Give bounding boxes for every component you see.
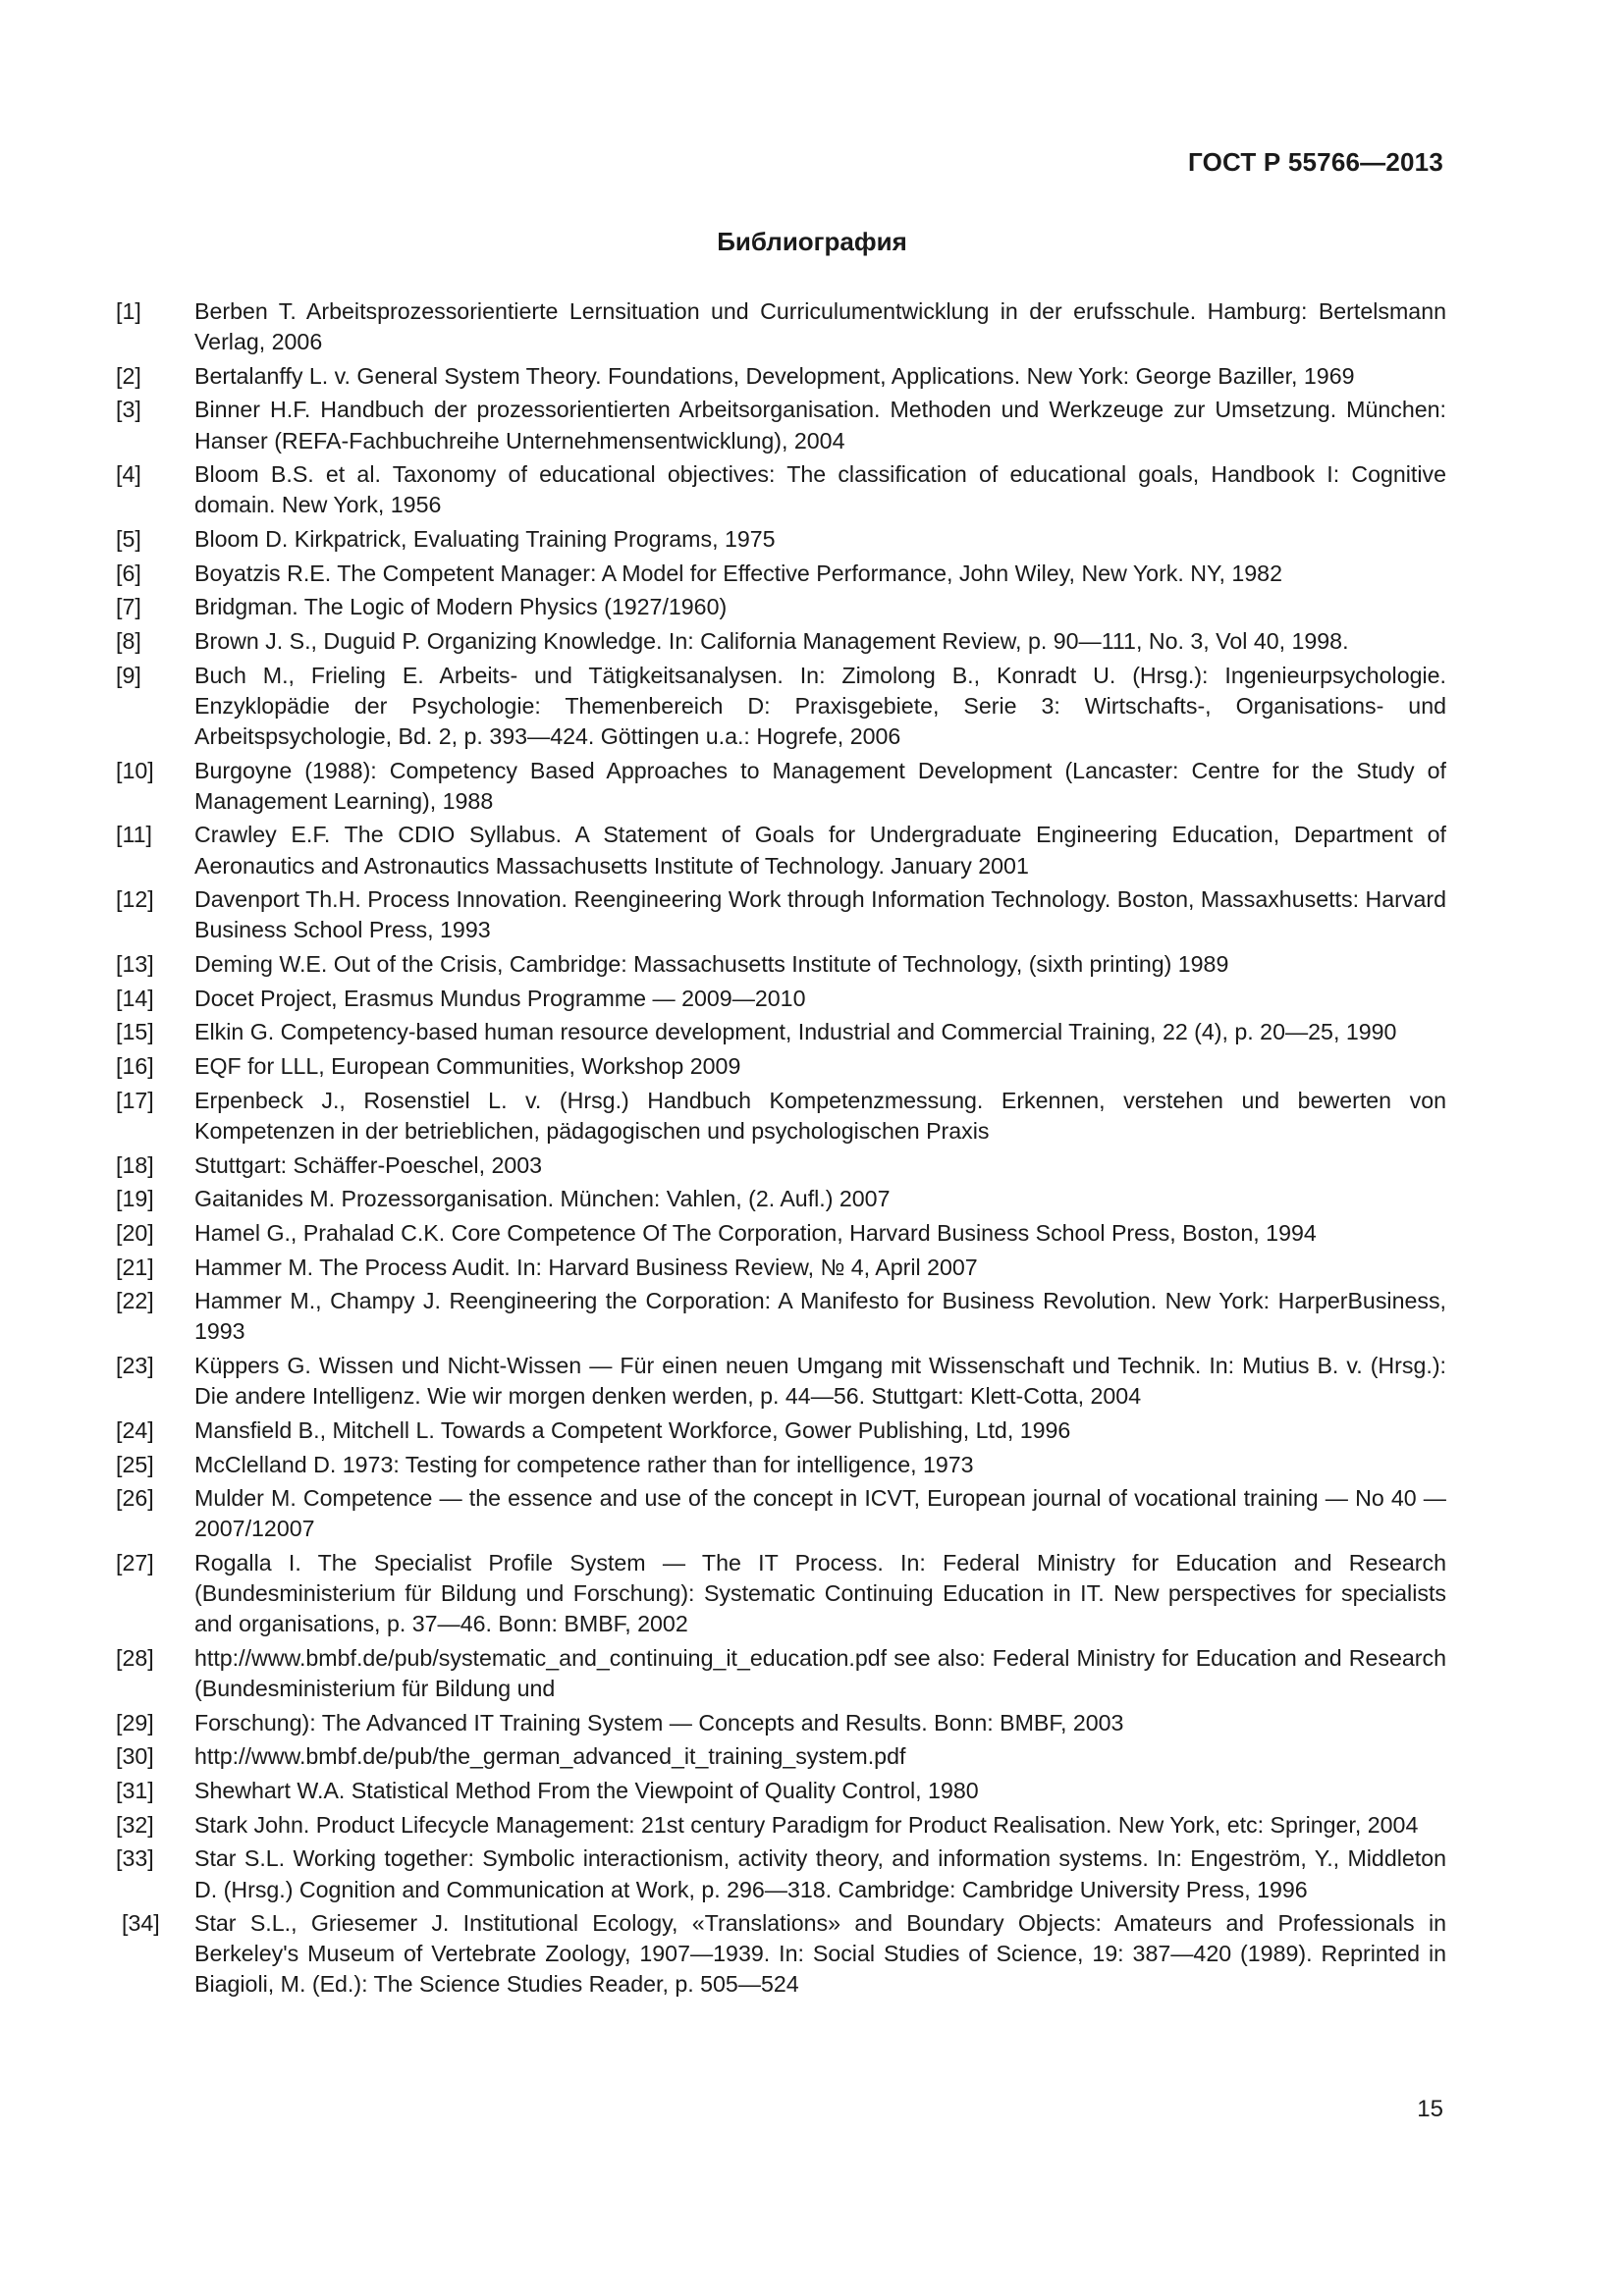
entry-text: Mansfield B., Mitchell L. Towards a Competent Workforce, Gower Publishing, Ltd, 1996 bbox=[194, 1416, 1071, 1443]
entry-text: Elkin G. Competency-based human resource development, Industrial and Commercial Training, 22 (4), p. 20—25, 1990 bbox=[194, 1019, 1397, 1045]
bibliography-entry bbox=[116, 1218, 1446, 1249]
entry-text: Hammer M. The Process Audit. In: Harvard Business Review, № 4, April 2007 bbox=[194, 1254, 978, 1280]
entry-number: [12] bbox=[116, 886, 154, 913]
entry-number: [30] bbox=[116, 1743, 154, 1770]
entry-text: http://www.bmbf.de/pub/systematic_and_continuing_it_education.pdf see also: Federal Ministry for Education and Research (Bundesministerium für Bildung und bbox=[194, 1644, 1446, 1701]
entry-text: Bloom B.S. et al. Taxonomy of educational objectives: The classification of educational goals, Handbook I: Cognitive domain. New York, 1956 bbox=[194, 461, 1446, 518]
entry-number: [34] bbox=[122, 1910, 160, 1937]
entry-text: Bloom D. Kirkpatrick, Evaluating Training Programs, 1975 bbox=[194, 526, 776, 553]
bibliography-entry bbox=[116, 1253, 1446, 1283]
bibliography-entry bbox=[116, 1708, 1446, 1738]
entry-number: [13] bbox=[116, 951, 154, 977]
entry-number: [29] bbox=[116, 1709, 154, 1735]
bibliography-entry bbox=[116, 1810, 1446, 1841]
bibliography-entry bbox=[116, 1150, 1446, 1181]
entry-number: [14] bbox=[116, 985, 154, 1011]
section-title: Библиография bbox=[717, 227, 907, 256]
entry-number: [17] bbox=[116, 1087, 154, 1113]
entry-number: [10] bbox=[116, 757, 154, 783]
bibliography-entry bbox=[116, 1450, 1446, 1480]
bibliography-entry bbox=[116, 1741, 1446, 1772]
entry-text: Shewhart W.A. Statistical Method From the Viewpoint of Quality Control, 1980 bbox=[194, 1778, 979, 1804]
entry-number: [8] bbox=[116, 628, 141, 655]
bibliography-entry bbox=[116, 949, 1446, 980]
entry-text: Hammer M., Champy J. Reengineering the Corporation: A Manifesto for Business Revolution. New York: HarperBusiness, 1993 bbox=[194, 1288, 1446, 1345]
entry-text: Binner H.F. Handbuch der prozessorientierten Arbeitsorganisation. Methoden und Werkzeuge zur Umsetzung. München: Hanser (REFA-Fachbuchreihe Unternehmensentwicklung), 2004 bbox=[194, 397, 1446, 454]
document-code: ГОСТ Р 55766—2013 bbox=[1188, 147, 1443, 177]
page-number: 15 bbox=[1417, 2096, 1443, 2122]
entry-number: [24] bbox=[116, 1416, 154, 1443]
bibliography-entry bbox=[116, 820, 1446, 881]
entry-number: [33] bbox=[116, 1845, 154, 1872]
bibliography-entry bbox=[116, 1843, 1446, 1904]
entry-number: [19] bbox=[116, 1186, 154, 1212]
entry-number: [9] bbox=[116, 662, 141, 688]
entry-number: [7] bbox=[116, 594, 141, 620]
bibliography-entry bbox=[116, 459, 1446, 520]
entry-text: Erpenbeck J., Rosenstiel L. v. (Hrsg.) Handbuch Kompetenzmessung. Erkennen, verstehen und bewerten von Kompetenzen in der betrieblichen, pädagogischen und psychologischen Praxis bbox=[194, 1087, 1446, 1144]
entry-text: Forschung): The Advanced IT Training System — Concepts and Results. Bonn: BMBF, 2003 bbox=[194, 1709, 1124, 1735]
entry-number: [31] bbox=[116, 1778, 154, 1804]
entry-text: http://www.bmbf.de/pub/the_german_advanced_it_training_system.pdf bbox=[194, 1743, 906, 1770]
bibliography-entry bbox=[116, 626, 1446, 657]
bibliography-entry bbox=[116, 592, 1446, 622]
entry-number: [21] bbox=[116, 1254, 154, 1280]
bibliography-entry bbox=[116, 1286, 1446, 1347]
entry-number: [25] bbox=[116, 1451, 154, 1477]
entry-number: [11] bbox=[116, 822, 152, 848]
bibliography-entry bbox=[116, 296, 1446, 357]
bibliography-entry bbox=[116, 1908, 1446, 2000]
entry-number: [16] bbox=[116, 1053, 154, 1080]
entry-text: Boyatzis R.E. The Competent Manager: A Model for Effective Performance, John Wiley, New York. NY, 1982 bbox=[194, 560, 1282, 586]
bibliography-entry bbox=[116, 884, 1446, 945]
entry-number: [1] bbox=[116, 298, 141, 324]
entry-text: Gaitanides M. Prozessorganisation. München: Vahlen, (2. Aufl.) 2007 bbox=[194, 1186, 891, 1212]
entry-text: Star S.L. Working together: Symbolic interactionism, activity theory, and information systems. In: Engeström, Y., Middleton D. (Hrsg.) Cognition and Communication at Work, p. 296—318. Cambridge: Cambridge University Press, 1996 bbox=[194, 1845, 1446, 1902]
entry-number: [28] bbox=[116, 1644, 154, 1671]
entry-number: [26] bbox=[116, 1485, 154, 1512]
bibliography-entry bbox=[116, 1483, 1446, 1544]
entry-text: Docet Project, Erasmus Mundus Programme — 2009—2010 bbox=[194, 985, 806, 1011]
entry-text: Buch M., Frieling E. Arbeits- und Tätigkeitsanalysen. In: Zimolong B., Konradt U. (Hrsg.): Ingenieurpsychologie. Enzyklopädie der Psychologie: Themenbereich D: Praxisgebiete, Serie 3: Wirtschafts-, Organisations- und Arbeitspsychologie, Bd. 2, p. 393—424. Göttingen u.a.: Hogrefe, 2006 bbox=[194, 662, 1446, 749]
bibliography-entry bbox=[116, 1415, 1446, 1446]
bibliography-entry bbox=[116, 1184, 1446, 1214]
entry-number: [18] bbox=[116, 1151, 154, 1178]
bibliography-entry bbox=[116, 756, 1446, 817]
entry-number: [4] bbox=[116, 461, 141, 488]
entry-text: Küppers G. Wissen und Nicht-Wissen — Für einen neuen Umgang mit Wissenschaft und Technik. In: Mutius B. v. (Hrsg.): Die andere Intelligenz. Wie wir morgen denken werden, p. 44—56. Stuttgart: Klett-Cotta, 2004 bbox=[194, 1353, 1446, 1410]
entry-number: [5] bbox=[116, 526, 141, 553]
bibliography-entry bbox=[116, 661, 1446, 752]
entry-number: [32] bbox=[116, 1811, 154, 1838]
entry-text: Stuttgart: Schäffer-Poeschel, 2003 bbox=[194, 1151, 543, 1178]
entry-number: [3] bbox=[116, 397, 141, 423]
entry-number: [23] bbox=[116, 1353, 154, 1379]
bibliography-entry bbox=[116, 1643, 1446, 1704]
entry-text: Crawley E.F. The CDIO Syllabus. A Statement of Goals for Undergraduate Engineering Education, Department of Aeronautics and Astronautics Massachusetts Institute of Technology. January 2001 bbox=[194, 822, 1446, 879]
entry-text: EQF for LLL, European Communities, Workshop 2009 bbox=[194, 1053, 741, 1080]
entry-text: Hamel G., Prahalad C.K. Core Competence Of The Corporation, Harvard Business School Press, Boston, 1994 bbox=[194, 1219, 1317, 1246]
bibliography-entry bbox=[116, 984, 1446, 1014]
bibliography-entry bbox=[116, 1351, 1446, 1412]
entry-text: Mulder M. Competence — the essence and use of the concept in ICVT, European journal of vocational training — No 40 — 2007/12007 bbox=[194, 1485, 1446, 1542]
entry-number: [27] bbox=[116, 1550, 154, 1575]
bibliography-entry bbox=[116, 361, 1446, 392]
entry-text: Bridgman. The Logic of Modern Physics (1927/1960) bbox=[194, 594, 728, 620]
bibliography-entry bbox=[116, 1548, 1446, 1639]
entry-text: Deming W.E. Out of the Crisis, Cambridge: Massachusetts Institute of Technology, (sixth printing) 1989 bbox=[194, 951, 1229, 977]
bibliography-entry bbox=[116, 524, 1446, 555]
entry-text: Burgoyne (1988): Competency Based Approaches to Management Development (Lancaster: Centre for the Study of Management Learning), 1988 bbox=[194, 757, 1446, 814]
bibliography-entry bbox=[116, 1017, 1446, 1047]
entry-text: Star S.L., Griesemer J. Institutional Ecology, «Translations» and Boundary Objects: Amateurs and Professionals in Berkeley's Museum of Vertebrate Zoology, 1907—1939. In: Social Studies of Science, 19: 387—420 (1989). Reprinted in Biagioli, M. (Ed.): The Science Studies Reader, p. 505—524 bbox=[194, 1910, 1446, 1998]
entry-text: McClelland D. 1973: Testing for competence rather than for intelligence, 1973 bbox=[194, 1451, 974, 1477]
entry-text: Brown J. S., Duguid P. Organizing Knowledge. In: California Management Review, p. 90—111, No. 3, Vol 40, 1998. bbox=[194, 628, 1349, 655]
bibliography-list bbox=[116, 296, 1446, 2003]
entry-text: Stark John. Product Lifecycle Management: 21st century Paradigm for Product Realisation. New York, etc: Springer, 2004 bbox=[194, 1811, 1419, 1838]
entry-number: [15] bbox=[116, 1019, 154, 1045]
entry-number: [20] bbox=[116, 1219, 154, 1246]
entry-text: Berben T. Arbeitsprozessorientierte Lernsituation und Curriculumentwicklung in der erufsschule. Hamburg: Bertelsmann Verlag, 2006 bbox=[194, 298, 1446, 355]
bibliography-entry bbox=[116, 1776, 1446, 1806]
bibliography-entry bbox=[116, 395, 1446, 455]
entry-text: Davenport Th.H. Process Innovation. Reengineering Work through Information Technology. Boston, Massaxhusetts: Harvard Business School Press, 1993 bbox=[194, 886, 1446, 943]
bibliography-entry bbox=[116, 1051, 1446, 1082]
entry-number: [6] bbox=[116, 560, 141, 586]
entry-number: [2] bbox=[116, 362, 141, 389]
bibliography-entry bbox=[116, 559, 1446, 589]
bibliography-entry bbox=[116, 1086, 1446, 1147]
entry-number: [22] bbox=[116, 1288, 154, 1314]
entry-text: Rogalla I. The Specialist Profile System — The IT Process. In: Federal Ministry for Education and Research (Bundesministerium für Bildung und Forschung): Systematic Continuing Education in IT. New perspectives for specialists and organisations, p. 37—46. Bonn: BMBF, 2002 bbox=[194, 1550, 1446, 1637]
entry-text: Bertalanffy L. v. General System Theory. Foundations, Development, Applications. New York: George Baziller, 1969 bbox=[194, 362, 1355, 389]
